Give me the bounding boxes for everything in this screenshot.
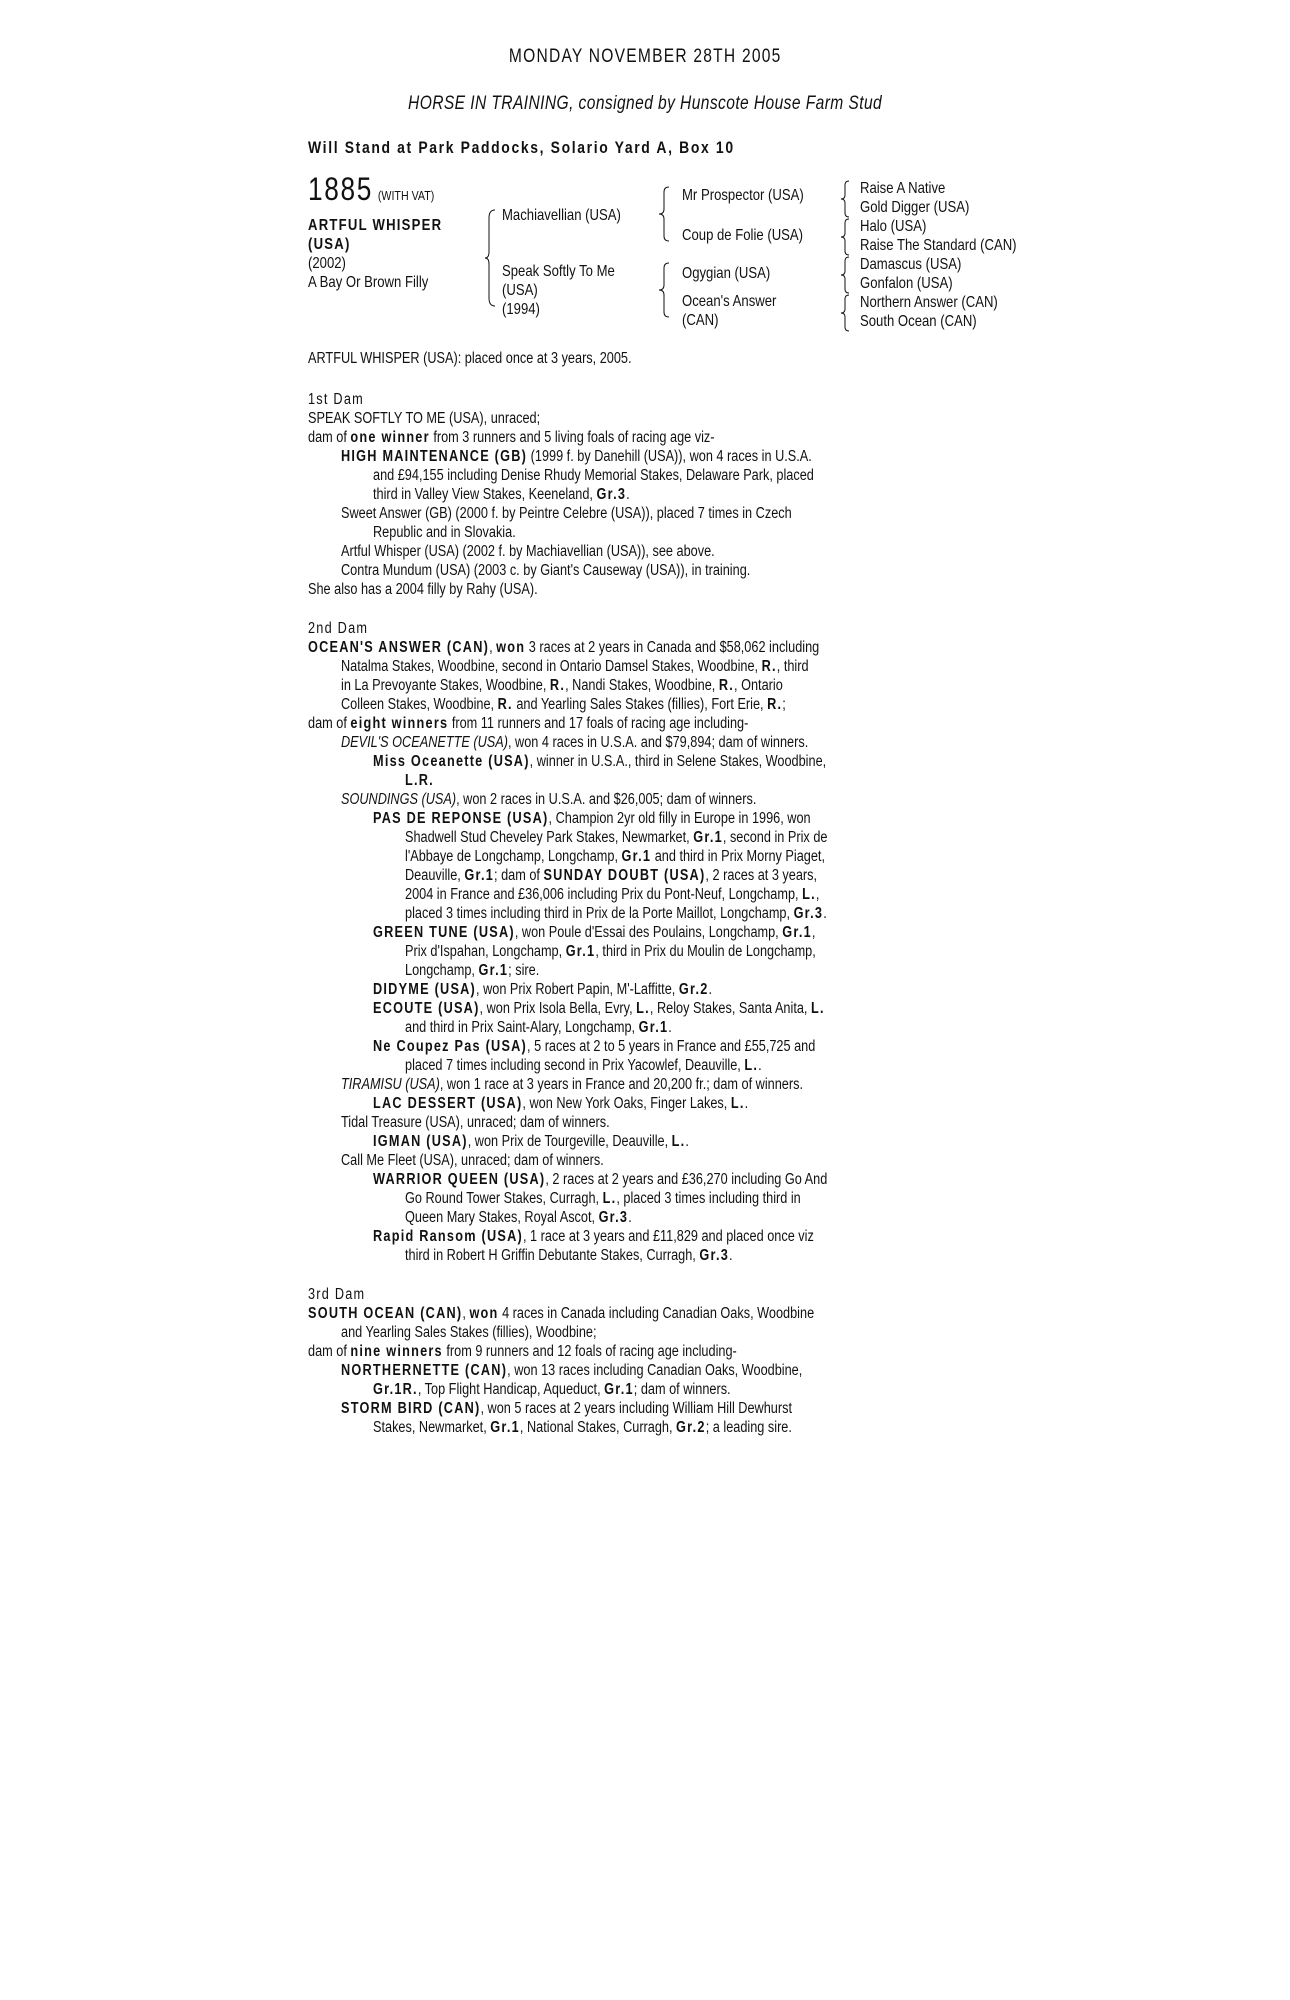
summary-line: ARTFUL WHISPER (USA): placed once at 3 years, 2005. (308, 350, 632, 367)
great-grandparents: Raise A Native Gold Digger (USA) Halo (USA) Raise The Standard (CAN) Damascus (USA) Gonfalon (USA) Northern Answer (CAN) South Ocean (CAN) (860, 180, 1017, 330)
catalogue-text (308, 349, 1008, 1437)
vat-note: (WITH VAT) (377, 188, 435, 203)
sale-date: MONDAY NOVEMBER 28TH 2005 (508, 46, 782, 67)
text-line: and third in Prix Saint-Alary, Longchamp, Gr.1. (405, 1019, 672, 1036)
text-line: Artful Whisper (USA) (2002 f. by Machiavellian (USA)), see above. (341, 543, 715, 560)
dam-cell: Speak Softly To Me (USA) (1994) (502, 263, 615, 318)
text-line: SOUTH OCEAN (CAN), won 4 races in Canada including Canadian Oaks, Woodbine (308, 1305, 815, 1322)
text-line: GREEN TUNE (USA), won Poule d'Essai des Poulains, Longchamp, Gr.1, (373, 924, 816, 941)
pedigree-brace (484, 208, 496, 308)
pedigree-brace (658, 262, 670, 318)
text-line: DEVIL'S OCEANETTE (USA), won 4 races in U.S.A. and $79,894; dam of winners. (341, 734, 809, 751)
text-line: ECOUTE (USA), won Prix Isola Bella, Evry, L., Reloy Stakes, Santa Anita, L. (373, 1000, 825, 1017)
text-line: Republic and in Slovakia. (373, 524, 516, 541)
text-line: Ne Coupez Pas (USA), 5 races at 2 to 5 years in France and £55,725 and (373, 1038, 816, 1055)
text-line: l'Abbaye de Longchamp, Longchamp, Gr.1 and third in Prix Morny Piaget, (405, 848, 825, 865)
text-line: Colleen Stakes, Woodbine, R. and Yearling Sales Stakes (fillies), Fort Erie, R.; (341, 696, 786, 713)
text-line: 2004 in France and £36,006 including Prix du Pont-Neuf, Longchamp, L., (405, 886, 820, 903)
text-line: She also has a 2004 filly by Rahy (USA). (308, 581, 538, 598)
text-line: OCEAN'S ANSWER (CAN), won 3 races at 2 years in Canada and $58,062 including (308, 639, 820, 656)
text-line: Contra Mundum (USA) (2003 c. by Giant's Causeway (USA)), in training. (341, 562, 751, 579)
text-line: in La Prevoyante Stakes, Woodbine, R., Nandi Stakes, Woodbine, R., Ontario (341, 677, 783, 694)
sire: Machiavellian (USA) (502, 207, 621, 224)
stand-location: Will Stand at Park Paddocks, Solario Yard A, Box 10 (308, 138, 735, 157)
text-line: Gr.1R., Top Flight Handicap, Aqueduct, Gr.1; dam of winners. (373, 1381, 731, 1398)
text-line: Queen Mary Stakes, Royal Ascot, Gr.3. (405, 1209, 632, 1226)
text-line: Tidal Treasure (USA), unraced; dam of winners. (341, 1114, 610, 1131)
pedigree-brace (840, 218, 850, 256)
text-line: Go Round Tower Stakes, Curragh, L., placed 3 times including third in (405, 1190, 801, 1207)
second-dam-heading: 2nd Dam (308, 620, 369, 637)
text-line: Natalma Stakes, Woodbine, second in Ontario Damsel Stakes, Woodbine, R., third (341, 658, 809, 675)
text-line: Deauville, Gr.1; dam of SUNDAY DOUBT (USA), 2 races at 3 years, (405, 867, 818, 884)
horse-origin: (USA) (308, 236, 351, 253)
text-line: Sweet Answer (GB) (2000 f. by Peintre Celebre (USA)), placed 7 times in Czech (341, 505, 792, 522)
text-line: Rapid Ransom (USA), 1 race at 3 years and £11,829 and placed once viz (373, 1228, 814, 1245)
third-dam-heading: 3rd Dam (308, 1286, 366, 1303)
text-line: third in Robert H Griffin Debutante Stakes, Curragh, Gr.3. (405, 1247, 733, 1264)
text-line: TIRAMISU (USA), won 1 race at 3 years in France and 20,200 fr.; dam of winners. (341, 1076, 804, 1093)
horse-year: (2002) (308, 255, 346, 272)
lot-description: HORSE IN TRAINING, consigned by Hunscote House Farm Stud (407, 93, 883, 114)
grandsire: Mr Prospector (USA) (682, 187, 804, 204)
text-line: dam of eight winners from 11 runners and 17 foals of racing age including- (308, 715, 749, 732)
first-dam-heading: 1st Dam (308, 391, 364, 408)
parents (502, 206, 647, 225)
text-line: placed 7 times including second in Prix Yacowlef, Deauville, L.. (405, 1057, 762, 1074)
horse-description: A Bay Or Brown Filly (308, 274, 429, 291)
text-line: Prix d'Ispahan, Longchamp, Gr.1, third in Prix du Moulin de Longchamp, (405, 943, 816, 960)
lot-number: 1885 (308, 171, 373, 207)
pedigree-brace (658, 186, 670, 242)
text-line: Shadwell Stud Cheveley Park Stakes, Newmarket, Gr.1, second in Prix de (405, 829, 828, 846)
text-line: Miss Oceanette (USA), winner in U.S.A., third in Selene Stakes, Woodbine, (373, 753, 827, 770)
text-line: IGMAN (USA), won Prix de Tourgeville, Deauville, L.. (373, 1133, 689, 1150)
text-line: HIGH MAINTENANCE (GB) (1999 f. by Danehill (USA)), won 4 races in U.S.A. (341, 448, 812, 465)
granddam: Ocean's Answer (CAN) (682, 293, 777, 329)
text-line: L.R. (405, 772, 434, 789)
text-line: LAC DESSERT (USA), won New York Oaks, Finger Lakes, L.. (373, 1095, 749, 1112)
text-line: and £94,155 including Denise Rhudy Memorial Stakes, Delaware Park, placed (373, 467, 814, 484)
text-line: and Yearling Sales Stakes (fillies), Woodbine; (341, 1324, 597, 1341)
text-line: dam of one winner from 3 runners and 5 living foals of racing age viz- (308, 429, 715, 446)
pedigree-brace (840, 294, 850, 332)
text-line: Stakes, Newmarket, Gr.1, National Stakes, Curragh, Gr.2; a leading sire. (373, 1419, 792, 1436)
text-line: SPEAK SOFTLY TO ME (USA), unraced; (308, 410, 541, 427)
text-line: SOUNDINGS (USA), won 2 races in U.S.A. and $26,005; dam of winners. (341, 791, 757, 808)
text-line: PAS DE REPONSE (USA), Champion 2yr old filly in Europe in 1996, won (373, 810, 811, 827)
text-line: Call Me Fleet (USA), unraced; dam of winners. (341, 1152, 604, 1169)
text-line: third in Valley View Stakes, Keeneland, Gr.3. (373, 486, 630, 503)
horse-name: ARTFUL WHISPER (308, 217, 443, 234)
pedigree-table (308, 171, 1068, 340)
text-line: STORM BIRD (CAN), won 5 races at 2 years including William Hill Dewhurst (341, 1400, 792, 1417)
text-line: dam of nine winners from 9 runners and 12 foals of racing age including- (308, 1343, 737, 1360)
text-line: placed 3 times including third in Prix de la Porte Maillot, Longchamp, Gr.3. (405, 905, 827, 922)
pedigree-brace (840, 256, 850, 294)
text-line: Longchamp, Gr.1; sire. (405, 962, 540, 979)
text-line: DIDYME (USA), won Prix Robert Papin, M'-Laffitte, Gr.2. (373, 981, 713, 998)
lot-info (308, 171, 472, 292)
grandsire-dam-side: Ogygian (USA) (682, 265, 771, 282)
pedigree-brace (840, 180, 850, 218)
text-line: NORTHERNETTE (CAN), won 13 races including Canadian Oaks, Woodbine, (341, 1362, 803, 1379)
text-line: WARRIOR QUEEN (USA), 2 races at 2 years and £36,270 including Go And (373, 1171, 828, 1188)
dam: Speak Softly To Me (502, 263, 615, 280)
granddam-sire-side: Coup de Folie (USA) (682, 227, 804, 244)
